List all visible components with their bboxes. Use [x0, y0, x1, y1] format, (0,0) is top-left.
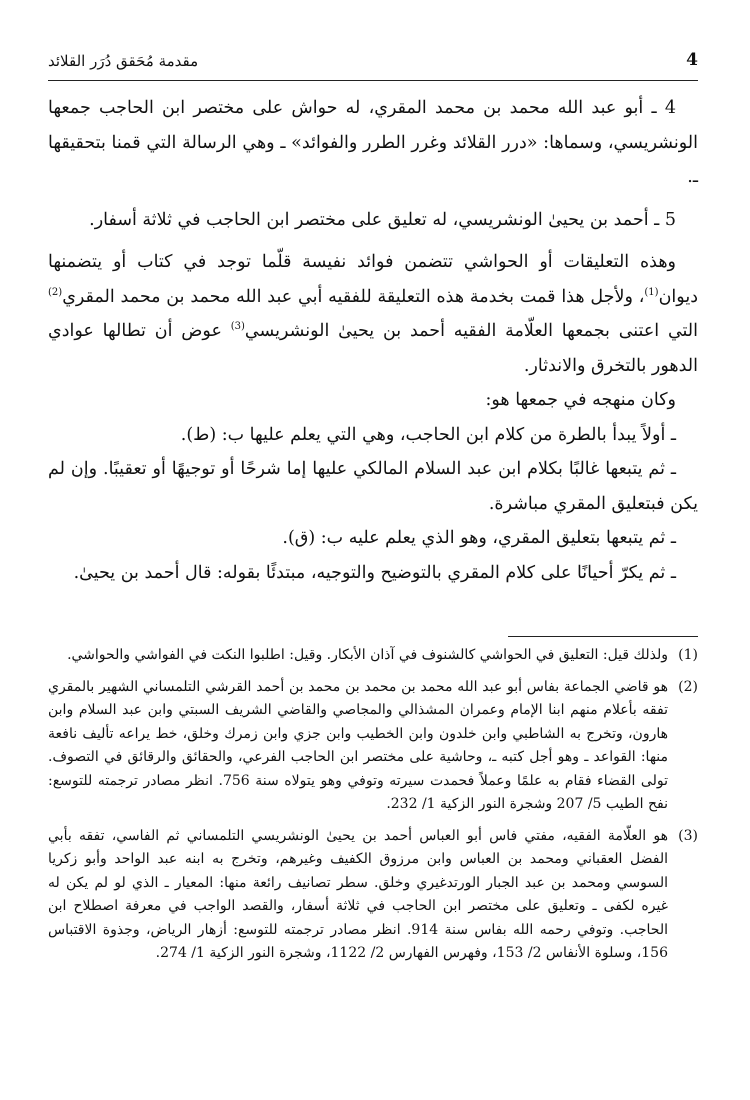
list-item-4: 4 ـ أبو عبد الله محمد بن محمد المقري، له حواش على مختصر ابن الحاجب جمعها الونشريسي، وسماها: «درر القلائد وغرر الطرر والفوائد» ـ وهي الرسالة التي قمنا بتحقيقها ـ. — [48, 98, 698, 187]
paragraph-text: وهذه التعليقات أو الحواشي تتضمن فوائد نفيسة قلّما توجد في كتاب أو يتضمنها ديوان — [48, 252, 698, 307]
footnote-ref-3[interactable]: (3) — [230, 321, 245, 333]
footnote-text: هو العلّامة الفقيه، مفتي فاس أبو العباس أحمد بن يحيىٰ الونشريسي التلمساني ثم الفاسي، تفقه بأبي الفضل العقباني ومحمد بن العباس وابن مرزوق الكفيف وغيرهم، وتخرج به ابنه عبد الواحد وأبو زكريا السوسي ومحمد بن عبد الجبار الورتدغيري وخلق. سطر تصانيف رائعة منها: المعيار ـ الذي لو لم يكن له غيره لكفى ـ وتعليق على مختصر ابن الحاجب في ثلاثة أسفار، والقصد الواجب في معرفة اصطلاح ابن الحاجب. وتوفي رحمه الله بفاس سنة 914. انظر مصادر ترجمته للتوسع: أزهار الرياض، وجذوة الاقتباس 156، وسلوة الأنفاس 2/ 153، وفهرس الفهارس 2/ 1122، وشجرة النور الزكية 1/ 274. — [48, 827, 668, 961]
footnote-3 — [48, 825, 698, 966]
footnotes — [48, 644, 698, 974]
method-step-2: ـ ثم يتبعها غالبًا بكلام ابن عبد السلام المالكي عليها إما شرحًا أو توجيهًا أو تعقيبًا. وإن لم يكن فبتعليق المقري مباشرة. — [48, 459, 698, 514]
footnote-number: (2) — [678, 678, 698, 695]
page-header — [48, 42, 698, 81]
method-step-4: ـ ثم يكرّ أحيانًا على كلام المقري بالتوضيح والتوجيه، مبتدئًا بقوله: قال أحمد بن يحيىٰ. — [73, 562, 676, 583]
footnote-ref-2[interactable]: (2) — [48, 286, 63, 298]
footnote-text: ولذلك قيل: التعليق في الحواشي كالشنوف في آذان الأبكار. وقيل: اطلبوا النكت في الفواشي والحواشي. — [67, 647, 668, 663]
footnote-divider — [508, 636, 698, 637]
method-step-1: ـ أولاً يبدأ بالطرة من كلام ابن الحاجب، وهي التي يعلم عليها ب: (ط). — [180, 424, 676, 445]
document-page — [48, 42, 699, 961]
running-title: مقدمة مُحَقق دُرَر القلائد — [48, 52, 199, 70]
list-item-5: 5 ـ أحمد بن يحيىٰ الونشريسي، له تعليق على مختصر ابن الحاجب في ثلاثة أسفار. — [89, 209, 676, 230]
footnote-2 — [48, 676, 698, 817]
footnote-text: هو قاضي الجماعة بفاس أبو عبد الله محمد بن محمد بن محمد بن أحمد القرشي التلمساني الشهير بالمقري تفقه بأعلام منهم ابنا الإمام وعمران المشذالي والمجاصي والقاضي الشريف السبتي وابن عبد السلام وابن هارون، وتخرج به الشاطبي وابن خلدون وابن الخطيب وابن جزي وابن زمرك وخلق، خط يراعه تأليف نافعة منها: القواعد ـ وهو أجل كتبه ـ، وحاشية على مختصر ابن الحاجب الفرعي، والحقائق والرقائق في التصوف. تولى القضاء فقام به علمًا وعملاً فحمدت سيرته وتوفي وهو يتولاه سنة 756. انظر مصادر ترجمته للتوسع: نفح الطيب 5/ 207 وشجرة النور الزكية 1/ 232. — [48, 678, 668, 812]
method-intro: وكان منهجه في جمعها هو: — [485, 390, 676, 410]
paragraph-text: التي اعتنى بجمعها العلّامة الفقيه أحمد بن يحيىٰ الونشريسي — [244, 321, 699, 341]
paragraph-text: عوض أن تطالها عوادي الدهور بالتخرق والاندثار. — [48, 321, 698, 376]
method-step-3: ـ ثم يتبعها بتعليق المقري، وهو الذي يعلم عليه ب: (ق). — [282, 528, 676, 548]
main-text — [48, 91, 698, 590]
footnote-1 — [48, 644, 698, 668]
footnote-number: (3) — [678, 827, 698, 844]
footnote-ref-1[interactable]: (1) — [644, 286, 659, 298]
intro-paragraph — [48, 245, 698, 383]
page-number: 4 — [686, 50, 698, 70]
footnote-number: (1) — [678, 647, 698, 663]
paragraph-text: ، ولأجل هذا قمت بخدمة هذه التعليقة للفقيه أبي عبد الله محمد بن محمد المقري — [62, 286, 645, 307]
